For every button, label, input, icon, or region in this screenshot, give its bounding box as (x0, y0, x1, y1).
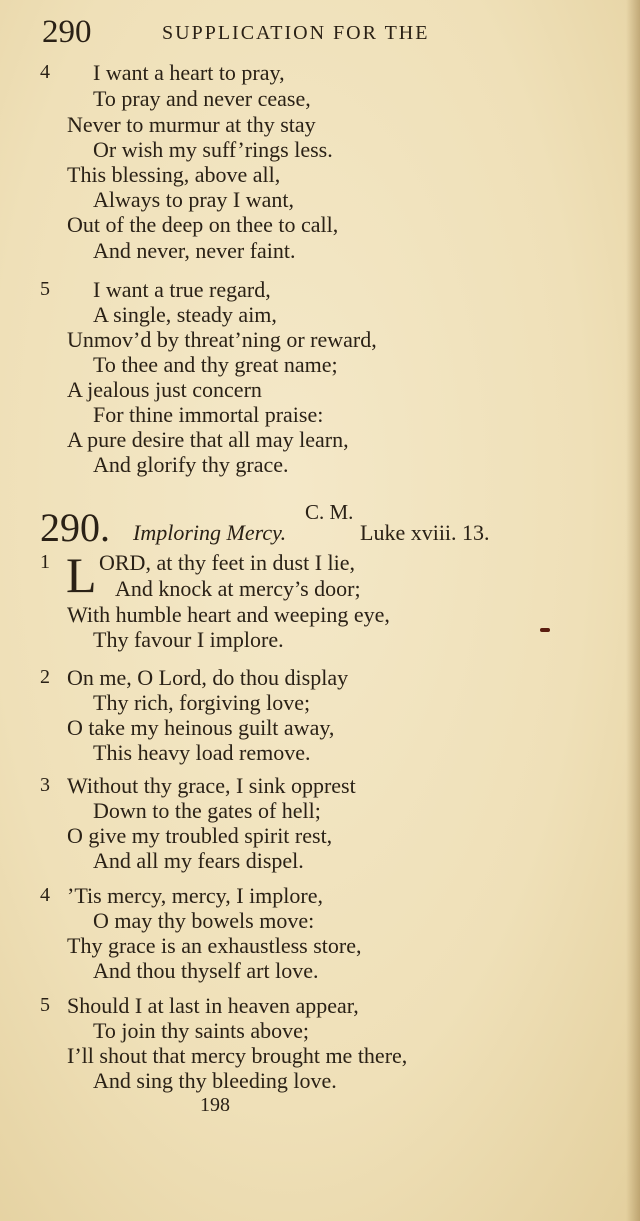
scripture-reference: Luke xviii. 13. (360, 520, 490, 545)
verse-line: A jealous just concern (67, 377, 262, 402)
verse-line: This heavy load remove. (93, 740, 311, 765)
verse-line: Out of the deep on thee to call, (67, 212, 339, 237)
verse-line: And all my fears dispel. (93, 848, 304, 873)
verse-line: To pray and never cease, (93, 86, 311, 111)
stanza-number: 4 (40, 61, 50, 83)
verse-line: Down to the gates of hell; (93, 798, 321, 823)
verse-line: O may thy bowels move: (93, 908, 315, 933)
verse-line: Thy favour I implore. (93, 627, 284, 652)
verse-line: Thy grace is an exhaustless store, (67, 933, 362, 958)
verse-line: I want a true regard, (93, 277, 271, 302)
verse-number: 4 (40, 884, 50, 906)
hymn-title: Imploring Mercy. (133, 520, 287, 545)
verse-number: 5 (40, 994, 50, 1016)
page-edge-shadow (626, 0, 640, 1221)
verse-number: 3 (40, 774, 50, 796)
running-head: SUPPLICATION FOR THE (162, 22, 430, 44)
verse-line: ’Tis mercy, mercy, I implore, (67, 883, 323, 908)
verse-line: O give my troubled spirit rest, (67, 823, 333, 848)
verse-line: Always to pray I want, (93, 187, 295, 212)
verse-line: A single, steady aim, (93, 302, 277, 327)
stanza-number: 5 (40, 278, 50, 300)
verse-line: And never, never faint. (93, 238, 296, 263)
verse-line: And glorify thy grace. (93, 452, 289, 477)
verse-line: Thy rich, forgiving love; (93, 690, 311, 715)
verse-line: Should I at last in heaven appear, (67, 993, 359, 1018)
page-number: 290 (42, 14, 92, 50)
verse-line: To join thy saints above; (93, 1018, 309, 1043)
signature-number: 198 (200, 1094, 230, 1116)
verse-line: And sing thy bleeding love. (93, 1068, 337, 1093)
verse-line: I’ll shout that mercy brought me there, (67, 1043, 408, 1068)
hymn-number: 290. (40, 505, 110, 550)
verse-line: ORD, at thy feet in dust I lie, (99, 550, 356, 575)
verse-number: 2 (40, 666, 50, 688)
hymn-meter: C. M. (305, 500, 354, 524)
verse-line: Never to murmur at thy stay (67, 112, 316, 137)
verse-number: 1 (40, 551, 50, 573)
verse-line: I want a heart to pray, (93, 60, 285, 85)
hymn-heading (0, 500, 640, 550)
verse-line: To thee and thy great name; (93, 352, 338, 377)
page-header (42, 14, 502, 54)
verse-line: Unmov’d by threat’ning or reward, (67, 327, 377, 352)
verse-line: And knock at mercy’s door; (115, 576, 361, 601)
verse-line: This blessing, above all, (67, 162, 281, 187)
verse-line: And thou thyself art love. (93, 958, 319, 983)
verse-line: With humble heart and weeping eye, (67, 602, 390, 627)
verse-line: For thine immortal praise: (93, 402, 324, 427)
ink-speck (540, 628, 550, 632)
verse-line: O take my heinous guilt away, (67, 715, 335, 740)
verse-line: On me, O Lord, do thou display (67, 665, 349, 690)
verse-line: Or wish my suff’rings less. (93, 137, 333, 162)
drop-capital: L (66, 547, 97, 603)
verse-line: A pure desire that all may learn, (67, 427, 349, 452)
verse-line: Without thy grace, I sink opprest (67, 773, 356, 798)
